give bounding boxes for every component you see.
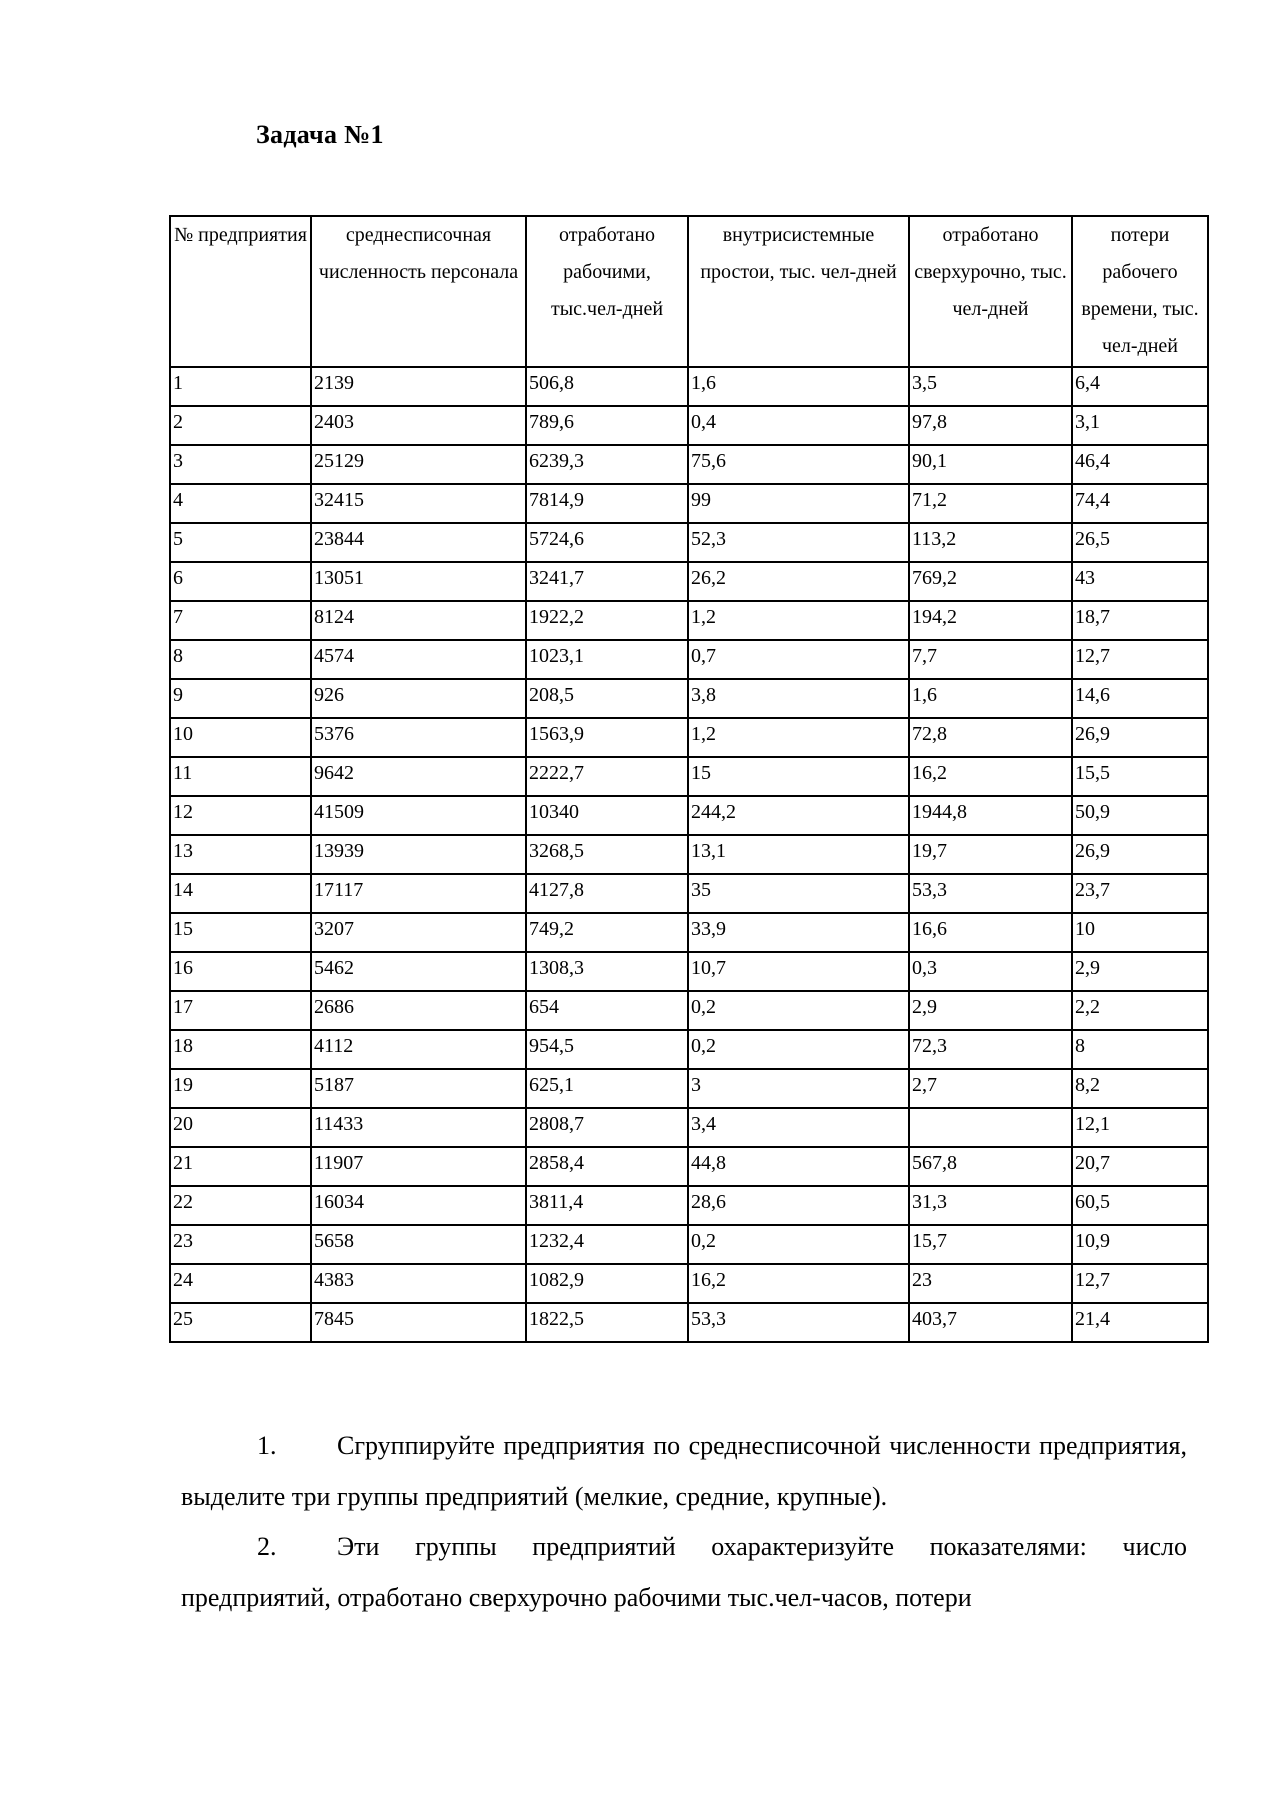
table-row [170, 523, 1208, 562]
table-row [170, 1108, 1208, 1147]
cell-enterprise-number: 23 [170, 1225, 311, 1264]
cell-intrasystem-downtime: 75,6 [688, 445, 909, 484]
cell-worked-by-workers: 10340 [526, 796, 688, 835]
cell-intrasystem-downtime: 53,3 [688, 1303, 909, 1342]
table-row [170, 640, 1208, 679]
header-enterprise-number: № предприятия [170, 216, 311, 367]
cell-intrasystem-downtime: 0,4 [688, 406, 909, 445]
table-row [170, 718, 1208, 757]
cell-enterprise-number: 14 [170, 874, 311, 913]
cell-intrasystem-downtime: 35 [688, 874, 909, 913]
cell-average-headcount: 17117 [311, 874, 526, 913]
cell-working-time-losses: 18,7 [1072, 601, 1208, 640]
cell-enterprise-number: 1 [170, 367, 311, 406]
cell-working-time-losses: 74,4 [1072, 484, 1208, 523]
cell-overtime-worked: 90,1 [909, 445, 1072, 484]
table-row [170, 835, 1208, 874]
cell-working-time-losses: 8 [1072, 1030, 1208, 1069]
cell-intrasystem-downtime: 244,2 [688, 796, 909, 835]
cell-working-time-losses: 14,6 [1072, 679, 1208, 718]
cell-enterprise-number: 22 [170, 1186, 311, 1225]
table-body [170, 367, 1208, 1342]
cell-average-headcount: 4112 [311, 1030, 526, 1069]
table-row [170, 1303, 1208, 1342]
cell-working-time-losses: 26,9 [1072, 835, 1208, 874]
cell-worked-by-workers: 7814,9 [526, 484, 688, 523]
cell-enterprise-number: 13 [170, 835, 311, 874]
cell-overtime-worked: 71,2 [909, 484, 1072, 523]
cell-enterprise-number: 24 [170, 1264, 311, 1303]
table-row [170, 367, 1208, 406]
table-row [170, 601, 1208, 640]
cell-enterprise-number: 9 [170, 679, 311, 718]
cell-overtime-worked: 1944,8 [909, 796, 1072, 835]
cell-working-time-losses: 2,9 [1072, 952, 1208, 991]
cell-working-time-losses: 2,2 [1072, 991, 1208, 1030]
table-row [170, 952, 1208, 991]
cell-intrasystem-downtime: 1,6 [688, 367, 909, 406]
cell-worked-by-workers: 1922,2 [526, 601, 688, 640]
cell-working-time-losses: 15,5 [1072, 757, 1208, 796]
cell-intrasystem-downtime: 10,7 [688, 952, 909, 991]
cell-working-time-losses: 60,5 [1072, 1186, 1208, 1225]
cell-worked-by-workers: 506,8 [526, 367, 688, 406]
cell-worked-by-workers: 1563,9 [526, 718, 688, 757]
cell-average-headcount: 9642 [311, 757, 526, 796]
cell-intrasystem-downtime: 26,2 [688, 562, 909, 601]
cell-enterprise-number: 5 [170, 523, 311, 562]
cell-worked-by-workers: 3241,7 [526, 562, 688, 601]
cell-intrasystem-downtime: 3 [688, 1069, 909, 1108]
task-item-1 [181, 1420, 1187, 1522]
cell-worked-by-workers: 1023,1 [526, 640, 688, 679]
cell-working-time-losses: 10 [1072, 913, 1208, 952]
cell-enterprise-number: 8 [170, 640, 311, 679]
cell-intrasystem-downtime: 0,2 [688, 991, 909, 1030]
cell-enterprise-number: 12 [170, 796, 311, 835]
table-row [170, 1225, 1208, 1264]
enterprise-data-table [169, 215, 1209, 1343]
table-row [170, 796, 1208, 835]
cell-average-headcount: 926 [311, 679, 526, 718]
cell-overtime-worked: 97,8 [909, 406, 1072, 445]
table-row [170, 445, 1208, 484]
cell-working-time-losses: 26,9 [1072, 718, 1208, 757]
cell-enterprise-number: 10 [170, 718, 311, 757]
cell-working-time-losses: 10,9 [1072, 1225, 1208, 1264]
cell-enterprise-number: 18 [170, 1030, 311, 1069]
task-paragraph [181, 1420, 1187, 1522]
cell-average-headcount: 16034 [311, 1186, 526, 1225]
cell-average-headcount: 3207 [311, 913, 526, 952]
cell-overtime-worked: 16,6 [909, 913, 1072, 952]
cell-working-time-losses: 26,5 [1072, 523, 1208, 562]
cell-intrasystem-downtime: 3,4 [688, 1108, 909, 1147]
cell-overtime-worked: 769,2 [909, 562, 1072, 601]
cell-working-time-losses: 23,7 [1072, 874, 1208, 913]
cell-intrasystem-downtime: 3,8 [688, 679, 909, 718]
cell-intrasystem-downtime: 1,2 [688, 601, 909, 640]
cell-overtime-worked: 7,7 [909, 640, 1072, 679]
task-text: Сгруппируйте предприятия по среднесписочной численности предприятия, выделите три группы предприятий (мелкие, средние, крупные). [181, 1431, 1187, 1511]
cell-average-headcount: 23844 [311, 523, 526, 562]
header-intrasystem-downtime: внутрисистемные простои, тыс. чел-дней [688, 216, 909, 367]
cell-average-headcount: 8124 [311, 601, 526, 640]
header-working-time-losses: потери рабочего времени, тыс. чел-дней [1072, 216, 1208, 367]
cell-worked-by-workers: 1082,9 [526, 1264, 688, 1303]
cell-overtime-worked: 113,2 [909, 523, 1072, 562]
table-row [170, 913, 1208, 952]
task-number: 2. [257, 1532, 277, 1561]
cell-overtime-worked: 15,7 [909, 1225, 1072, 1264]
header-average-headcount: среднесписочная численность персонала [311, 216, 526, 367]
task-paragraph [181, 1521, 1187, 1623]
cell-worked-by-workers: 4127,8 [526, 874, 688, 913]
cell-worked-by-workers: 789,6 [526, 406, 688, 445]
cell-average-headcount: 4574 [311, 640, 526, 679]
cell-average-headcount: 13939 [311, 835, 526, 874]
cell-average-headcount: 25129 [311, 445, 526, 484]
table-row [170, 1069, 1208, 1108]
cell-intrasystem-downtime: 52,3 [688, 523, 909, 562]
cell-working-time-losses: 43 [1072, 562, 1208, 601]
cell-average-headcount: 32415 [311, 484, 526, 523]
cell-overtime-worked: 1,6 [909, 679, 1072, 718]
cell-overtime-worked: 19,7 [909, 835, 1072, 874]
table-row [170, 1264, 1208, 1303]
cell-worked-by-workers: 749,2 [526, 913, 688, 952]
cell-working-time-losses: 12,7 [1072, 640, 1208, 679]
cell-enterprise-number: 7 [170, 601, 311, 640]
cell-working-time-losses: 21,4 [1072, 1303, 1208, 1342]
cell-average-headcount: 2686 [311, 991, 526, 1030]
cell-average-headcount: 13051 [311, 562, 526, 601]
cell-working-time-losses: 20,7 [1072, 1147, 1208, 1186]
cell-overtime-worked: 72,3 [909, 1030, 1072, 1069]
cell-enterprise-number: 17 [170, 991, 311, 1030]
cell-worked-by-workers: 1308,3 [526, 952, 688, 991]
table-row [170, 1147, 1208, 1186]
task-title: Задача №1 [256, 120, 384, 149]
cell-enterprise-number: 2 [170, 406, 311, 445]
cell-intrasystem-downtime: 99 [688, 484, 909, 523]
task-text: Эти группы предприятий охарактеризуйте показателями: число предприятий, отработано сверхурочно рабочими тыс.чел-часов, потери [181, 1532, 1187, 1612]
cell-overtime-worked: 567,8 [909, 1147, 1072, 1186]
cell-working-time-losses: 50,9 [1072, 796, 1208, 835]
cell-working-time-losses: 12,7 [1072, 1264, 1208, 1303]
cell-average-headcount: 5658 [311, 1225, 526, 1264]
task-item-2 [181, 1521, 1187, 1623]
cell-intrasystem-downtime: 13,1 [688, 835, 909, 874]
cell-average-headcount: 5187 [311, 1069, 526, 1108]
cell-working-time-losses: 46,4 [1072, 445, 1208, 484]
cell-overtime-worked: 31,3 [909, 1186, 1072, 1225]
cell-intrasystem-downtime: 33,9 [688, 913, 909, 952]
cell-overtime-worked: 2,9 [909, 991, 1072, 1030]
cell-enterprise-number: 20 [170, 1108, 311, 1147]
cell-worked-by-workers: 1232,4 [526, 1225, 688, 1264]
cell-enterprise-number: 11 [170, 757, 311, 796]
cell-average-headcount: 7845 [311, 1303, 526, 1342]
cell-average-headcount: 4383 [311, 1264, 526, 1303]
cell-intrasystem-downtime: 44,8 [688, 1147, 909, 1186]
cell-overtime-worked: 194,2 [909, 601, 1072, 640]
cell-average-headcount: 11433 [311, 1108, 526, 1147]
cell-worked-by-workers: 2222,7 [526, 757, 688, 796]
table-row [170, 484, 1208, 523]
task-number: 1. [257, 1431, 277, 1460]
cell-enterprise-number: 19 [170, 1069, 311, 1108]
header-overtime-worked: отработано сверхурочно, тыс. чел-дней [909, 216, 1072, 367]
cell-average-headcount: 2403 [311, 406, 526, 445]
cell-overtime-worked: 0,3 [909, 952, 1072, 991]
table-header-row [170, 216, 1208, 367]
cell-average-headcount: 11907 [311, 1147, 526, 1186]
cell-working-time-losses: 6,4 [1072, 367, 1208, 406]
cell-enterprise-number: 6 [170, 562, 311, 601]
cell-intrasystem-downtime: 16,2 [688, 1264, 909, 1303]
cell-intrasystem-downtime: 1,2 [688, 718, 909, 757]
cell-intrasystem-downtime: 28,6 [688, 1186, 909, 1225]
cell-overtime-worked: 403,7 [909, 1303, 1072, 1342]
cell-average-headcount: 2139 [311, 367, 526, 406]
cell-overtime-worked: 2,7 [909, 1069, 1072, 1108]
cell-worked-by-workers: 5724,6 [526, 523, 688, 562]
cell-average-headcount: 41509 [311, 796, 526, 835]
cell-worked-by-workers: 6239,3 [526, 445, 688, 484]
table-row [170, 562, 1208, 601]
cell-overtime-worked: 23 [909, 1264, 1072, 1303]
cell-working-time-losses: 3,1 [1072, 406, 1208, 445]
cell-worked-by-workers: 3268,5 [526, 835, 688, 874]
cell-enterprise-number: 21 [170, 1147, 311, 1186]
cell-working-time-losses: 12,1 [1072, 1108, 1208, 1147]
cell-working-time-losses: 8,2 [1072, 1069, 1208, 1108]
header-worked-by-workers: отработано рабочими, тыс.чел-дней [526, 216, 688, 367]
cell-worked-by-workers: 208,5 [526, 679, 688, 718]
cell-enterprise-number: 15 [170, 913, 311, 952]
table-row [170, 406, 1208, 445]
cell-intrasystem-downtime: 0,7 [688, 640, 909, 679]
cell-overtime-worked: 72,8 [909, 718, 1072, 757]
cell-intrasystem-downtime: 0,2 [688, 1225, 909, 1264]
cell-worked-by-workers: 2858,4 [526, 1147, 688, 1186]
table-row [170, 679, 1208, 718]
cell-enterprise-number: 16 [170, 952, 311, 991]
cell-intrasystem-downtime: 15 [688, 757, 909, 796]
cell-worked-by-workers: 1822,5 [526, 1303, 688, 1342]
cell-intrasystem-downtime: 0,2 [688, 1030, 909, 1069]
cell-overtime-worked: 3,5 [909, 367, 1072, 406]
table-row [170, 1030, 1208, 1069]
cell-worked-by-workers: 954,5 [526, 1030, 688, 1069]
cell-worked-by-workers: 625,1 [526, 1069, 688, 1108]
cell-average-headcount: 5376 [311, 718, 526, 757]
cell-worked-by-workers: 3811,4 [526, 1186, 688, 1225]
table-row [170, 757, 1208, 796]
table-row [170, 991, 1208, 1030]
cell-overtime-worked: 53,3 [909, 874, 1072, 913]
cell-enterprise-number: 4 [170, 484, 311, 523]
cell-enterprise-number: 25 [170, 1303, 311, 1342]
cell-overtime-worked [909, 1108, 1072, 1147]
cell-worked-by-workers: 654 [526, 991, 688, 1030]
table-row [170, 874, 1208, 913]
cell-worked-by-workers: 2808,7 [526, 1108, 688, 1147]
table-row [170, 1186, 1208, 1225]
cell-enterprise-number: 3 [170, 445, 311, 484]
cell-overtime-worked: 16,2 [909, 757, 1072, 796]
cell-average-headcount: 5462 [311, 952, 526, 991]
